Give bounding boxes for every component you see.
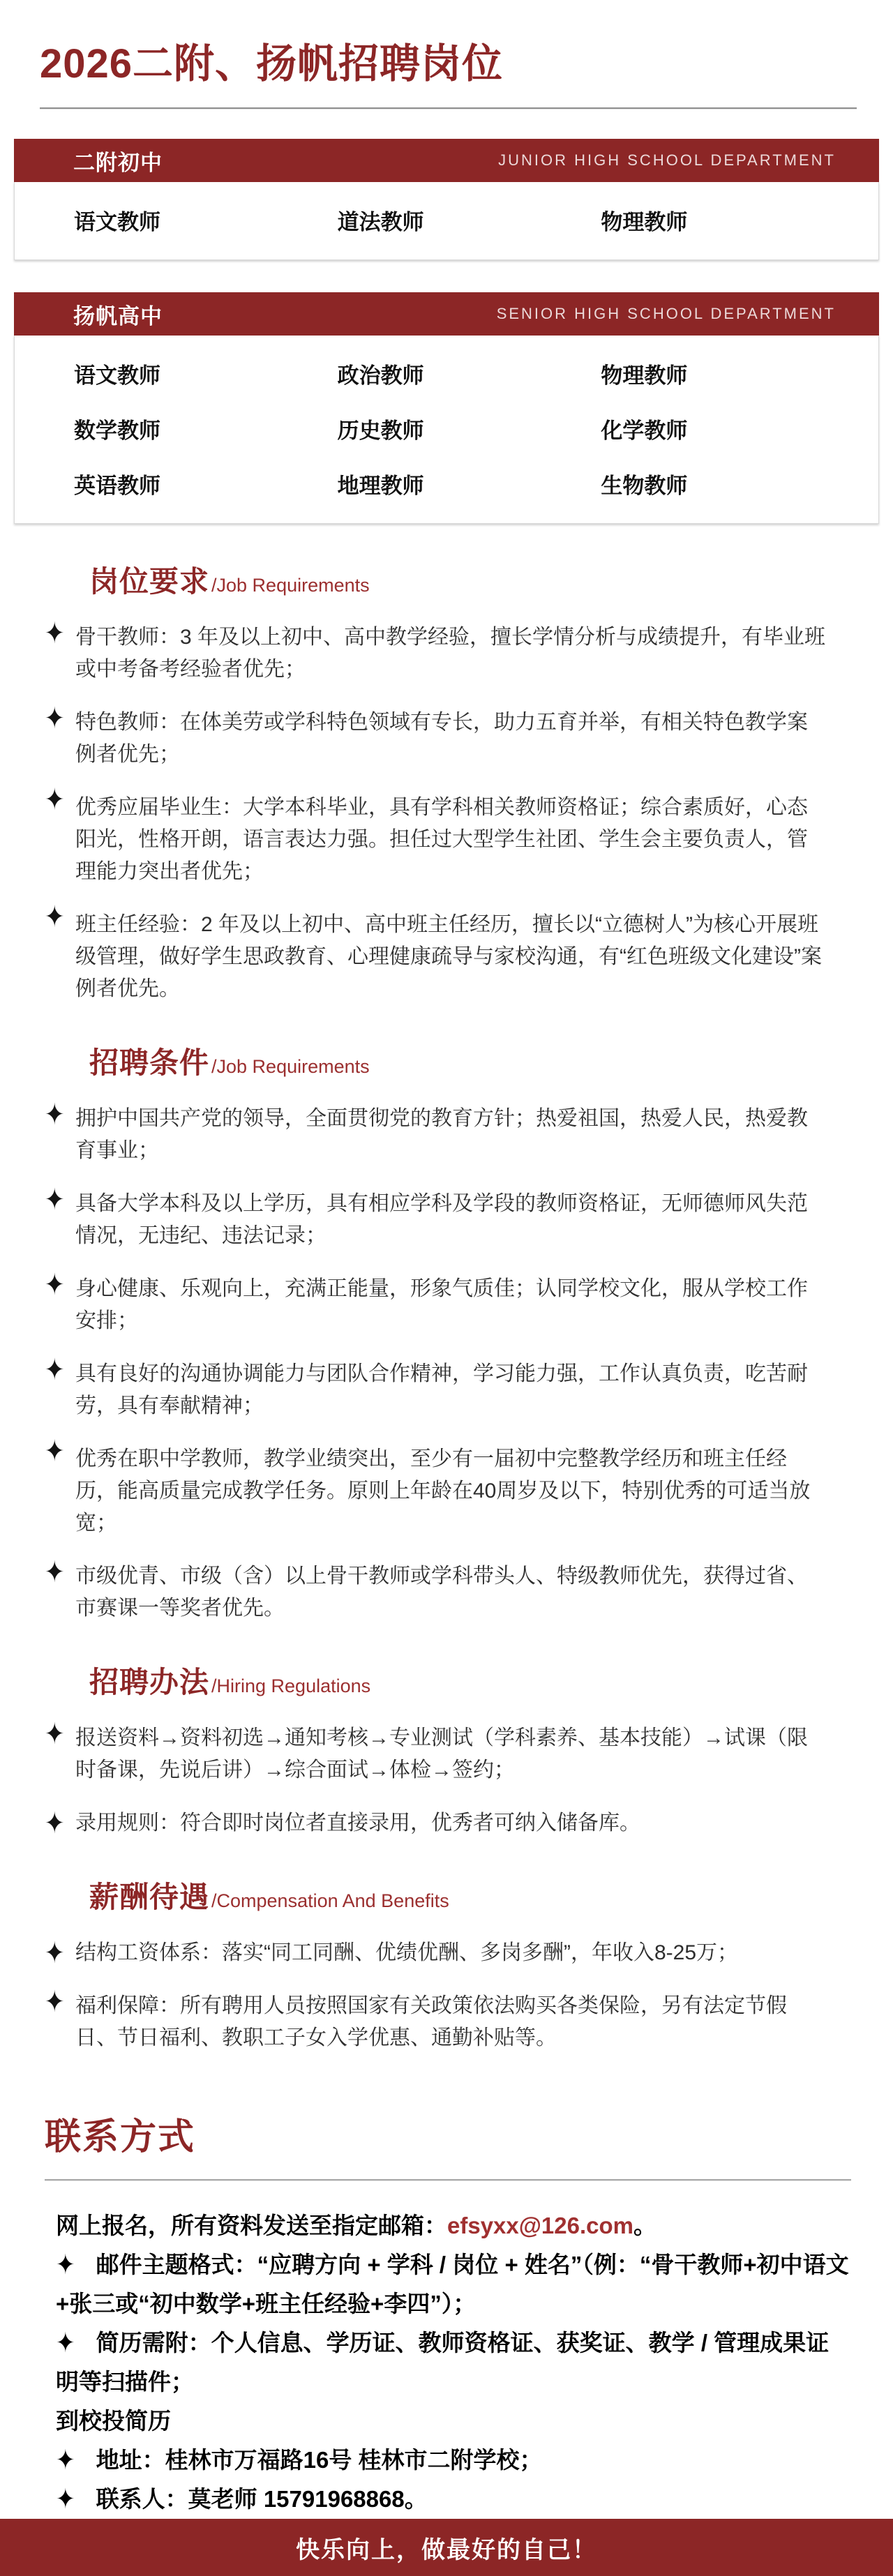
- position-cell: 物理教师: [601, 210, 688, 234]
- section-subtitle: /Job Requirements: [211, 575, 370, 596]
- section-job-requirements: [0, 559, 893, 1005]
- department-name-en: SENIOR HIGH SCHOOL DEPARTMENT: [496, 305, 836, 322]
- section-hiring-conditions: [0, 1040, 893, 1625]
- junior-high-table: [14, 139, 879, 260]
- junior-high-positions: [14, 182, 879, 260]
- star-bullet-icon: ✦: [56, 2483, 75, 2515]
- list-item-text: 特色教师：在体美劳或学科特色领域有专长，助力五育并举，有相关特色教学案例者优先；: [75, 711, 808, 766]
- department-name: 扬帆高中: [73, 303, 163, 329]
- position-cell: 数学教师: [74, 419, 160, 443]
- star-bullet-icon: ✦: [45, 1268, 65, 1302]
- contact-divider: [45, 2179, 851, 2181]
- contact-intro-suffix: 。: [633, 2213, 657, 2238]
- position-cell: 语文教师: [74, 210, 160, 234]
- position-cell: 化学教师: [601, 419, 688, 443]
- email-address: efsyxx@126.com: [447, 2213, 634, 2238]
- section-subtitle: /Hiring Regulations: [211, 1675, 371, 1696]
- title-divider: [40, 107, 857, 110]
- senior-high-positions: [14, 336, 879, 524]
- star-bullet-icon: ✦: [45, 1556, 65, 1589]
- position-cell: 历史教师: [337, 419, 424, 443]
- list-item-text: 班主任经验：2 年及以上初中、高中班主任经历，擅长以“立德树人”为核心开展班级管理，做好学生思政教育、心理健康疏导与家校沟通，有“红色班级文化建设”案例者优先。: [75, 913, 822, 1000]
- list-item-text: 录用规则：符合即时岗位者直接录用，优秀者可纳入储备库。: [75, 1812, 640, 1835]
- section-title: 招聘办法: [89, 1666, 210, 1698]
- list-item: [45, 702, 827, 771]
- contact-item-resume-attachments: [56, 2323, 851, 2402]
- contact-section: [45, 2107, 851, 2519]
- list-item-text: 具备大学本科及以上学历，具有相应学科及学段的教师资格证，无师德师风失范情况，无违纪、违法记录；: [75, 1192, 808, 1247]
- list-item-text: 优秀在职中学教师，教学业绩突出，至少有一届初中完整教学经历和班主任经历，能高质量完成教学任务。原则上年龄在40周岁及以下，特别优秀的可适当放宽；: [75, 1447, 811, 1535]
- star-bullet-icon: ✦: [45, 1353, 65, 1387]
- department-name-en: JUNIOR HIGH SCHOOL DEPARTMENT: [498, 151, 836, 169]
- list-item-text: 拥护中国共产党的领导，全面贯彻党的教育方针；热爱祖国，热爱人民，热爱教育事业；: [75, 1107, 808, 1162]
- star-bullet-icon: ✦: [45, 1183, 65, 1217]
- list-item: [45, 1098, 827, 1167]
- star-bullet-icon: ✦: [56, 2327, 75, 2358]
- star-bullet-icon: ✦: [45, 1807, 65, 1840]
- position-cell: 道法教师: [337, 210, 424, 234]
- star-bullet-icon: ✦: [45, 783, 65, 817]
- list-item-text: 福利保障：所有聘用人员按照国家有关政策依法购买各类保险，另有法定节假日、节日福利、教职工子女入学优惠、通勤补贴等。: [75, 1994, 787, 2049]
- star-bullet-icon: ✦: [56, 2249, 75, 2280]
- section-title: 招聘条件: [89, 1046, 210, 1079]
- list-item: [45, 1268, 827, 1337]
- star-bullet-icon: ✦: [45, 900, 65, 934]
- page-title: 2026二附、扬帆招聘岗位: [40, 41, 504, 86]
- list-item: [45, 1556, 827, 1625]
- star-bullet-icon: ✦: [45, 702, 65, 735]
- contact-item-email-subject: [56, 2245, 851, 2323]
- list-item-text: 结构工资体系：落实“同工同酬、优绩优酬、多岗多酬”，年收入8-25万；: [75, 1941, 739, 1964]
- list-item-text: 报送资料→资料初选→通知考核→专业测试（学科素养、基本技能）→试课（限时备课，先说后讲）→综合面试→体检→签约；: [75, 1726, 808, 1782]
- section-heading: [89, 1659, 893, 1701]
- section-title: 薪酬待遇: [89, 1881, 210, 1913]
- section-compensation: [0, 1874, 893, 2054]
- star-bullet-icon: ✦: [45, 1098, 65, 1131]
- list-item: [45, 1937, 827, 1969]
- list-item-text: 骨干教师：3 年及以上初中、高中教学经验，擅长学情分析与成绩提升，有毕业班或中考备考经验者优先；: [75, 626, 826, 681]
- star-bullet-icon: ✦: [45, 1936, 65, 1970]
- list-item: [45, 1353, 827, 1422]
- position-cell: 英语教师: [74, 474, 160, 498]
- senior-high-header-bar: [14, 292, 879, 336]
- list-item: [45, 1807, 827, 1839]
- list-item: [45, 900, 827, 1005]
- list-item-text: 具有良好的沟通协调能力与团队合作精神，学习能力强，工作认真负责，吃苦耐劳，具有奉献精神；: [75, 1362, 808, 1417]
- position-cell: 物理教师: [601, 363, 688, 388]
- list-item-text: 身心健康、乐观向上，充满正能量，形象气质佳；认同学校文化，服从学校工作安排；: [75, 1277, 808, 1332]
- star-bullet-icon: ✦: [45, 617, 65, 650]
- contact-item-text: 简历需附：个人信息、学历证、教师资格证、获奖证、教学 / 管理成果证明等扫描件；: [56, 2330, 830, 2395]
- contact-intro: [56, 2206, 851, 2245]
- list-item-text: 市级优青、市级（含）以上骨干教师或学科带头人、特级教师优先，获得过省、市赛课一等奖者优先。: [75, 1565, 808, 1620]
- section-title: 岗位要求: [89, 565, 210, 598]
- contact-item-text: 地址：桂林市万福路16号 桂林市二附学校；: [96, 2447, 543, 2473]
- junior-high-header-bar: [14, 139, 879, 182]
- section-heading: [89, 1040, 893, 1082]
- list-item-text: 优秀应届毕业生：大学本科毕业，具有学科相关教师资格证；综合素质好，心态阳光，性格开朗，语言表达力强。担任过大型学生社团、学生会主要负责人，管理能力突出者优先；: [75, 796, 808, 883]
- contact-item-address: [56, 2441, 851, 2480]
- position-cell: 政治教师: [337, 363, 424, 388]
- contact-item-phone: [56, 2480, 851, 2519]
- section-heading: [89, 559, 893, 601]
- section-heading: [89, 1874, 893, 1916]
- list-item: [45, 783, 827, 888]
- footer-banner: [0, 2519, 893, 2576]
- position-cell: 地理教师: [337, 474, 424, 498]
- onsite-delivery-label: 到校投简历: [56, 2408, 171, 2434]
- senior-high-table: [14, 292, 879, 524]
- list-item: [45, 1985, 827, 2054]
- contact-title: 联系方式: [45, 2117, 196, 2157]
- star-bullet-icon: ✦: [45, 1434, 65, 1468]
- position-cell: 生物教师: [601, 474, 688, 498]
- contact-item-text: 邮件主题格式：“应聘方向 + 学科 / 岗位 + 姓名”（例：“骨干教师+初中语文+张三或“初中数学+班主任经验+李四”）；: [56, 2252, 849, 2317]
- contact-intro-text: 网上报名，所有资料发送至指定邮箱：: [56, 2213, 447, 2238]
- footer-slogan: 快乐向上，做最好的自己！: [296, 2536, 597, 2563]
- star-bullet-icon: ✦: [45, 1985, 65, 2019]
- star-bullet-icon: ✦: [56, 2444, 75, 2476]
- list-item: [45, 1717, 827, 1786]
- list-item: [45, 617, 827, 686]
- section-hiring-process: [0, 1659, 893, 1839]
- contact-item-text: 联系人：莫老师 15791968868。: [96, 2486, 428, 2512]
- contact-body: [56, 2206, 851, 2519]
- section-subtitle: /Job Requirements: [211, 1056, 370, 1077]
- department-name: 二附初中: [73, 150, 163, 175]
- list-item: [45, 1183, 827, 1252]
- list-item: [45, 1434, 827, 1539]
- position-cell: 语文教师: [74, 363, 160, 388]
- star-bullet-icon: ✦: [45, 1717, 65, 1751]
- section-subtitle: /Compensation And Benefits: [211, 1890, 449, 1911]
